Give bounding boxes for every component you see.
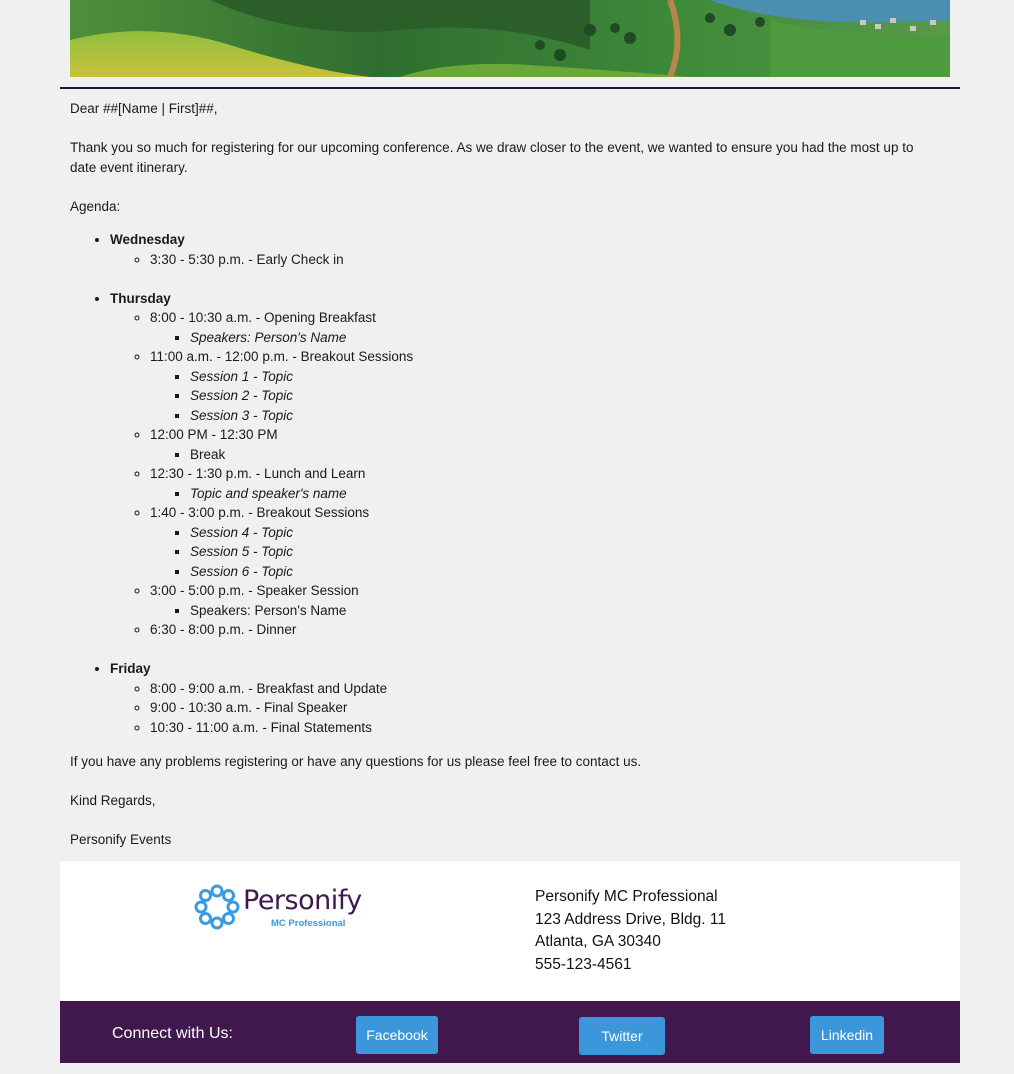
greeting: Dear ##[Name | First]##,: [70, 101, 218, 116]
session-detail: ▪ Session 6 - Topic: [190, 562, 930, 582]
agenda-session: ◦ 8:00 - 10:30 a.m. - Opening Breakfast ▪ Speakers: Person's Name: [150, 308, 930, 347]
session-detail: ▪ Session 3 - Topic: [190, 406, 930, 426]
intro-paragraph: Thank you so much for registering for our upcoming conference. As we draw closer to the event, we wanted to ensure you had the most up to date event itinerary.: [70, 140, 914, 175]
org-street: 123 Address Drive, Bldg. 11: [535, 910, 726, 928]
footer-info: [60, 861, 960, 1001]
org-phone: 555-123-4561: [535, 955, 632, 973]
agenda-label: Agenda:: [70, 198, 121, 214]
signature: Personify Events: [70, 832, 172, 847]
agenda-session: ◦ 12:30 - 1:30 p.m. - Lunch and Learn ▪ Topic and speaker's name: [150, 464, 930, 503]
email-body: [70, 99, 930, 869]
session-detail: ▪ Session 5 - Topic: [190, 542, 930, 562]
session-detail: ▪ Session 4 - Topic: [190, 523, 930, 543]
agenda-day: [110, 230, 930, 269]
header-banner-image: [70, 0, 950, 77]
org-address: [535, 886, 726, 976]
contact-note: If you have any problems registering or have any questions for us please feel free to contact us.: [70, 754, 642, 769]
agenda-session: ◦ 3:30 - 5:30 p.m. - Early Check in: [150, 250, 930, 270]
agenda-session: ◦ 8:00 - 9:00 a.m. - Breakfast and Update: [150, 679, 930, 699]
agenda-day: [110, 289, 930, 640]
session-detail: ▪ Session 1 - Topic: [190, 367, 930, 387]
day-thursday: Thursday: [110, 290, 171, 306]
logo-subtitle: MC Professional: [271, 918, 346, 929]
agenda-list: [70, 230, 930, 737]
session-detail: ▪ Break: [190, 445, 930, 465]
session-detail: ▪ Session 2 - Topic: [190, 386, 930, 406]
logo-wordmark: Personify: [243, 885, 362, 916]
org-name: Personify MC Professional: [535, 888, 718, 905]
connect-label: Connect with Us:: [112, 1025, 233, 1042]
session-detail: ▪ Speakers: Person's Name: [190, 601, 930, 621]
session-detail: ▪ Speakers: Person's Name: [190, 328, 930, 348]
day-friday: Friday: [110, 661, 151, 676]
org-city: Atlanta, GA 30340: [535, 933, 661, 950]
agenda-session: ◦ 6:30 - 8:00 p.m. - Dinner: [150, 620, 930, 640]
day-wednesday: Wednesday: [110, 232, 185, 247]
agenda-session: ◦ 11:00 a.m. - 12:00 p.m. - Breakout Sessions ▪ Session 1 - Topic ▪ Session 2 - Topic ▪ Session 3 - Topic: [150, 347, 930, 425]
agenda-session: ◦ 9:00 - 10:30 a.m. - Final Speaker: [150, 698, 930, 718]
personify-logo: [193, 881, 393, 935]
flower-icon: [193, 883, 241, 931]
agenda-session: ◦ 1:40 - 3:00 p.m. - Breakout Sessions ▪ Session 4 - Topic ▪ Session 5 - Topic ▪ Session 6 - Topic: [150, 503, 930, 581]
agenda-session: ◦ 12:00 PM - 12:30 PM ▪ Break: [150, 425, 930, 464]
linkedin-button[interactable]: Linkedin: [810, 1016, 884, 1054]
agenda-day: [110, 659, 930, 737]
facebook-button[interactable]: Facebook: [356, 1016, 438, 1054]
signoff: Kind Regards,: [70, 793, 156, 808]
agenda-session: ◦ 10:30 - 11:00 a.m. - Final Statements: [150, 718, 930, 738]
header-divider: [60, 87, 960, 89]
session-detail: ▪ Topic and speaker's name: [190, 484, 930, 504]
twitter-button[interactable]: Twitter: [579, 1017, 665, 1055]
agenda-session: ◦ 3:00 - 5:00 p.m. - Speaker Session ▪ Speakers: Person's Name: [150, 581, 930, 620]
social-bar: [60, 1001, 960, 1063]
